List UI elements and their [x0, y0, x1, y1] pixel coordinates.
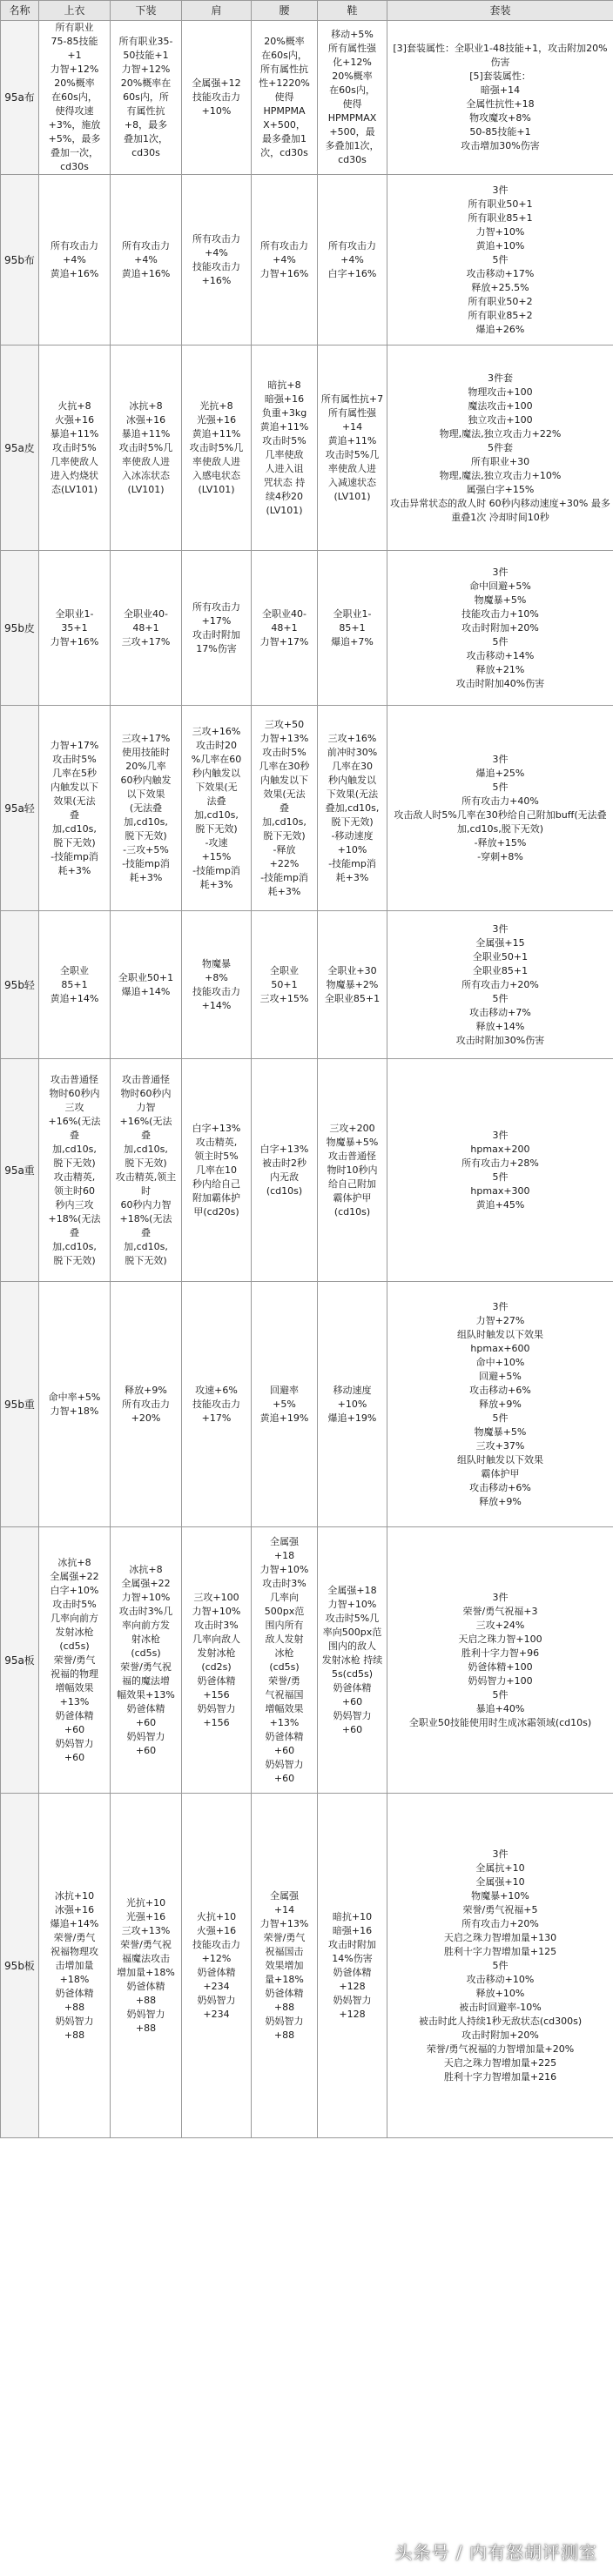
row-name: 95b重	[1, 1282, 39, 1527]
cell-set: 3件 力智+27% 组队时触发以下效果 hpmax+600 命中+10% 回避+5% 攻击移动+6% 释放+9% 5件 物魔暴+5% 三攻+37% 组队时触发以下效果 霸体护甲 攻击移动+6% 释放+9%	[387, 1282, 613, 1527]
cell-bottom: 所有攻击力 +4% 黄追+16%	[111, 175, 182, 345]
header-set: 套装	[387, 1, 613, 21]
cell-set: [3]套装属性：全职业1-48技能+1，攻击附加20%伤害 [5]套装属性： 暗强+14 全属性抗性+18 物攻魔攻+8% 50-85技能+1 攻击增加30%伤害	[387, 21, 613, 175]
cell-bottom: 攻击普通怪 物时60秒内 力智 +16%(无法 叠 加,cd10s, 脱下无效) 攻击精英,领主时 60秒内力智 +18%(无法 叠 加,cd10s, 脱下无效)	[111, 1059, 182, 1282]
cell-top: 所有攻击力 +4% 黄追+16%	[39, 175, 111, 345]
cell-waist: 20%概率 在60s内， 所有属性抗 性+1220% 使得 HPMPMA X+500， 最多叠加1 次，cd30s	[252, 21, 318, 175]
cell-bottom: 释放+9% 所有攻击力 +20%	[111, 1282, 182, 1527]
row-name: 95a重	[1, 1059, 39, 1282]
header-bottom: 下装	[111, 1, 182, 21]
cell-waist: 全职业 50+1 三攻+15%	[252, 911, 318, 1059]
cell-shoes: 暗抗+10 暗强+16 攻击时附加 14%伤害 奶爸体精 +128 奶妈智力 +128	[318, 1794, 387, 2138]
cell-waist: 全属强 +14 力智+13% 荣誉/勇气 祝福国击 效果增加 量+18% 奶爸体精 +88 奶妈智力 +88	[252, 1794, 318, 2138]
cell-shoulder: 光抗+8 光强+16 黄追+11% 攻击时5%几 率使敌人进 入感电状态 (LV101)	[182, 345, 252, 551]
cell-shoulder: 全属强+12 技能攻击力 +10%	[182, 21, 252, 175]
cell-shoes: 三攻+200 物魔暴+5% 攻击普通怪 物时10秒内 给自己附加 霸体护甲 (cd10s)	[318, 1059, 387, 1282]
cell-shoes: 所有属性抗+7 所有属性强 +14 黄追+11% 攻击时5%几 率使敌人进 入减速状态 (LV101)	[318, 345, 387, 551]
cell-shoulder: 白字+13% 攻击精英, 领主时5% 几率在10 秒内给自己 附加霸体护 甲(cd20s)	[182, 1059, 252, 1282]
cell-top: 攻击普通怪 物时60秒内 三攻 +16%(无法 叠 加,cd10s, 脱下无效) 攻击精英, 领主时60 秒内三攻 +18%(无法 叠 加,cd10s, 脱下无效)	[39, 1059, 111, 1282]
cell-waist: 暗抗+8 暗强+16 负重+3kg 黄追+11% 攻击时5% 几率使敌 人进入诅 咒状态 持 续4秒20 (LV101)	[252, 345, 318, 551]
cell-top: 冰抗+8 全属强+22 白字+10% 攻击时5% 几率向前方 发射冰枪 (cd5s) 荣誉/勇气 祝福的物理 增幅效果 +13% 奶爸体精 +60 奶妈智力 +60	[39, 1527, 111, 1794]
table-row	[1, 1794, 613, 2138]
table-row	[1, 21, 613, 175]
cell-shoes: 移动+5% 所有属性强 化+12% 20%概率 在60s内， 使得 HPMPMAX +500，最 多叠加1次， cd30s	[318, 21, 387, 175]
cell-shoes: 全属强+18 力智+10% 攻击时5%几 率向500px范 围内的敌人 发射冰枪 持续 5s(cd5s) 奶爸体精 +60 奶妈智力 +60	[318, 1527, 387, 1794]
table-row	[1, 911, 613, 1059]
cell-set: 3件 全属抗+10 全属强+10 物魔暴+10% 荣誉/勇气祝福+5 所有攻击力+20% 天启之珠力智增加量+130 胜利十字力智增加量+125 5件 攻击移动+10% 释放+10% 被击时回避率-10% 被击时此人持续1秒无敌状态(cd300s) 攻击时附加+20% 荣誉/勇气祝福的力智增加量+20% 天启之珠力智增加量+225 胜利十字力智增加量+216	[387, 1794, 613, 2138]
cell-top: 冰抗+10 冰强+16 爆追+14% 荣誉/勇气 祝福物理攻 击增加量 +18% 奶爸体精 +88 奶妈智力 +88	[39, 1794, 111, 2138]
cell-waist: 三攻+50 力智+13% 攻击时5% 几率在30秒 内触发以下 效果(无法 叠 加,cd10s, 脱下无效) -释放 +22% -技能mp消 耗+3%	[252, 706, 318, 911]
table-row	[1, 1282, 613, 1527]
cell-set: 3件 爆追+25% 5件 所有攻击力+40% 攻击敌人时5%几率在30秒给自己附加buff(无法叠加,cd10s,脱下无效) -释放+15% -穿刺+8%	[387, 706, 613, 911]
row-name: 95b板	[1, 1794, 39, 2138]
header-shoes: 鞋	[318, 1, 387, 21]
row-name: 95b皮	[1, 551, 39, 706]
table-row	[1, 1059, 613, 1282]
cell-shoulder: 物魔暴 +8% 技能攻击力 +14%	[182, 911, 252, 1059]
cell-shoes: 三攻+16% 前冲时30% 几率在30 秒内触发以 下效果(无法 叠加,cd10s, 脱下无效) -移动速度 +10% -技能mp消 耗+3%	[318, 706, 387, 911]
table-row	[1, 706, 613, 911]
cell-top: 火抗+8 火强+16 暴追+11% 攻击时5% 几率使敌人 进入灼烧状 态(LV101)	[39, 345, 111, 551]
cell-top: 命中率+5% 力智+18%	[39, 1282, 111, 1527]
cell-bottom: 三攻+17% 使用技能时 20%几率 60秒内触发 以下效果 (无法叠 加,cd10s, 脱下无效) -三攻+5% -技能mp消 耗+3%	[111, 706, 182, 911]
cell-top: 全职业1- 35+1 力智+16%	[39, 551, 111, 706]
watermark-text: 头条号 / 内有怒胡评测室	[394, 2542, 597, 2563]
cell-waist: 全职业40- 48+1 力智+17%	[252, 551, 318, 706]
header-waist: 腰	[252, 1, 318, 21]
cell-set: 3件 全属强+15 全职业50+1 全职业85+1 所有攻击力+20% 5件 攻击移动+7% 释放+14% 攻击时附加30%伤害	[387, 911, 613, 1059]
cell-set: 3件 hpmax+200 所有攻击力+28% 5件 hpmax+300 黄追+45%	[387, 1059, 613, 1282]
cell-shoulder: 火抗+10 火强+16 技能攻击力 +12% 奶爸体精 +234 奶妈智力 +234	[182, 1794, 252, 2138]
cell-shoes: 所有攻击力 +4% 白字+16%	[318, 175, 387, 345]
cell-waist: 全属强 +18 力智+10% 攻击时3% 几率向 500px范 围内所有 敌人发射 冰枪 (cd5s) 荣誉/勇 气祝福国 增幅效果 +13% 奶爸体精 +60 奶妈智力 +60	[252, 1527, 318, 1794]
cell-shoulder: 三攻+16% 攻击时20 %几率在60 秒内触发以 下效果(无 法叠 加,cd10s, 脱下无效) -攻速 +15% -技能mp消 耗+3%	[182, 706, 252, 911]
cell-shoes: 全职业1- 85+1 爆追+7%	[318, 551, 387, 706]
cell-top: 全职业 85+1 黄追+14%	[39, 911, 111, 1059]
cell-bottom: 冰抗+8 冰强+16 暴追+11% 攻击时5%几 率使敌人进 入冰冻状态 (LV101)	[111, 345, 182, 551]
row-name: 95a板	[1, 1527, 39, 1794]
table-row	[1, 345, 613, 551]
row-name: 95a皮	[1, 345, 39, 551]
cell-shoulder: 攻速+6% 技能攻击力 +17%	[182, 1282, 252, 1527]
cell-bottom: 冰抗+8 全属强+22 力智+10% 攻击时3%几 率向前方发 射冰枪 (cd5s) 荣誉/勇气祝 福的魔法增 幅效果+13% 奶爸体精 +60 奶妈智力 +60	[111, 1527, 182, 1794]
cell-waist: 白字+13% 被击时2秒 内无敌 (cd10s)	[252, 1059, 318, 1282]
cell-top: 力智+17% 攻击时5% 几率在5秒 内触发以下 效果(无法 叠 加,cd10s, 脱下无效) -技能mp消 耗+3%	[39, 706, 111, 911]
cell-shoulder: 所有攻击力 +4% 技能攻击力 +16%	[182, 175, 252, 345]
cell-bottom: 光抗+10 光强+16 三攻+13% 荣誉/勇气祝 福魔法攻击 增加量+18% 奶爸体精 +88 奶妈智力 +88	[111, 1794, 182, 2138]
cell-waist: 所有攻击力 +4% 力智+16%	[252, 175, 318, 345]
table-row	[1, 551, 613, 706]
row-name: 95a轻	[1, 706, 39, 911]
row-name: 95b轻	[1, 911, 39, 1059]
cell-bottom: 全职业40- 48+1 三攻+17%	[111, 551, 182, 706]
header-name: 名称	[1, 1, 39, 21]
cell-set: 3件 荣誉/勇气祝福+3 三攻+24% 天启之珠力智+100 胜利十字力智+96 奶爸体精+100 奶妈智力+100 5件 暴追+40% 全职业50技能使用时生成冰霜领域(cd10s)	[387, 1527, 613, 1794]
row-name: 95a布	[1, 21, 39, 175]
header-row	[1, 1, 613, 21]
table-row	[1, 1527, 613, 1794]
row-name: 95b布	[1, 175, 39, 345]
cell-set: 3件 所有职业50+1 所有职业85+1 力智+10% 黄追+10% 5件 攻击移动+17% 释放+25.5% 所有职业50+2 所有职业85+2 爆追+26%	[387, 175, 613, 345]
cell-shoulder: 三攻+100 力智+10% 攻击时3% 几率向敌人 发射冰枪 (cd2s) 奶爸体精 +156 奶妈智力 +156	[182, 1527, 252, 1794]
cell-shoes: 全职业+30 物魔暴+2% 全职业85+1	[318, 911, 387, 1059]
cell-waist: 回避率 +5% 黄追+19%	[252, 1282, 318, 1527]
header-top: 上衣	[39, 1, 111, 21]
cell-shoulder: 所有攻击力 +17% 攻击时附加 17%伤害	[182, 551, 252, 706]
cell-bottom: 全职业50+1 爆追+14%	[111, 911, 182, 1059]
cell-top: 所有职业 75-85技能 +1 力智+12% 20%概率 在60s内， 使得攻速 +3%，施放 +5%，最多 叠加一次， cd30s	[39, 21, 111, 175]
cell-set: 3件 命中回避+5% 物魔暴+5% 技能攻击力+10% 攻击时附加+20% 5件 攻击移动+14% 释放+21% 攻击时附加40%伤害	[387, 551, 613, 706]
cell-set: 3件套 物理攻击+100 魔法攻击+100 独立攻击+100 物理,魔法,独立攻击力+22% 5件套 所有职业+30 物理,魔法,独立攻击力+10% 属强白字+15% 攻击异常状态的敌人时 60秒内移动速度+30% 最多重叠1次 冷却时间10秒	[387, 345, 613, 551]
header-shoulder: 肩	[182, 1, 252, 21]
cell-bottom: 所有职业35- 50技能+1 力智+12% 20%概率在 60s内，所 有属性抗 +8，最多 叠加1次， cd30s	[111, 21, 182, 175]
cell-shoes: 移动速度 +10% 爆追+19%	[318, 1282, 387, 1527]
table-row	[1, 175, 613, 345]
